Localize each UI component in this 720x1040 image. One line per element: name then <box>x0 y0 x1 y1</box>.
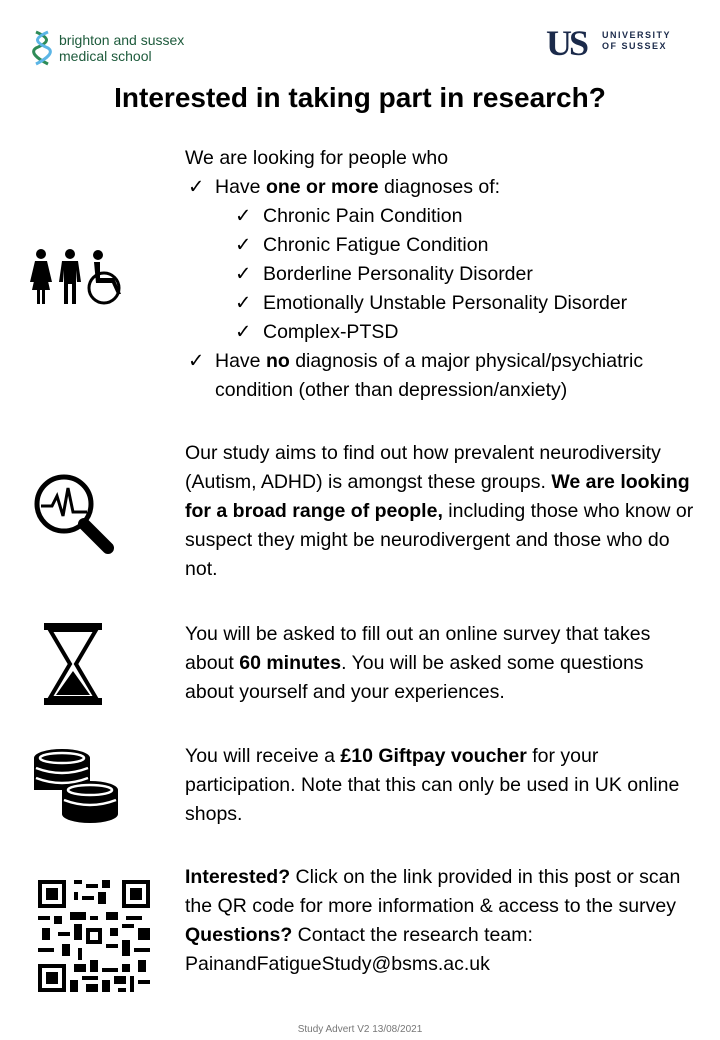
coins-icon <box>32 748 120 824</box>
check-icon: ✓ <box>235 321 252 343</box>
check-icon: ✓ <box>188 350 205 372</box>
check-icon: ✓ <box>235 234 252 256</box>
list-item: ✓ Emotionally Unstable Personality Disorder <box>233 289 705 318</box>
university-of-sussex-logo <box>546 23 686 63</box>
page-title: Interested in taking part in research? <box>114 82 606 113</box>
list-item: ✓ Chronic Fatigue Condition <box>233 231 705 260</box>
dna-icon <box>32 30 54 66</box>
us-logo-mark: US <box>546 23 587 63</box>
list-item: ✓ Have no diagnosis of a major physical/psychiatric condition (other than depression/anxiety) <box>185 347 705 405</box>
list-item: ✓ Chronic Pain Condition <box>233 202 705 231</box>
aims-paragraph: Our study aims to find out how prevalent neurodiversity (Autism, ADHD) is amongst these groups. We are looking for a broad range of people, including those who know or suspect they might be neurodivergent and those who do not. <box>185 442 694 580</box>
bsms-logo <box>32 30 202 66</box>
list-item: ✓ Complex-PTSD <box>233 318 705 347</box>
eligibility-list <box>185 173 705 405</box>
check-icon: ✓ <box>235 205 252 227</box>
contact-section <box>185 863 700 979</box>
bsms-logo-text: brighton and sussex medical school <box>59 32 185 64</box>
interested-paragraph: Interested? Click on the link provided in this post or scan the QR code for more information & access to the survey <box>185 866 681 917</box>
version-footer: Study Advert V2 13/08/2021 <box>297 1024 423 1035</box>
check-icon: ✓ <box>235 263 252 285</box>
people-icon <box>26 248 134 306</box>
contact-email[interactable]: PainandFatigueStudy@bsms.ac.uk <box>185 953 490 975</box>
list-item: ✓ Have one or more diagnoses of: ✓ Chronic Pain Condition ✓ Chronic Fatigue Condition ✓ Borderline Personality Disorder ✓ Emotionally Unstable Personality Disorder ✓ Complex-PTSD <box>185 173 705 347</box>
eligibility-intro: We are looking for people who <box>185 147 449 169</box>
us-logo-text: UNIVERSITY OF SUSSEX <box>602 30 672 51</box>
conditions-list <box>185 202 705 347</box>
survey-paragraph: You will be asked to fill out an online survey that takes about 60 minutes. You will be asked some questions about yourself and your experiences. <box>185 623 651 703</box>
list-item: ✓ Borderline Personality Disorder <box>233 260 705 289</box>
magnifier-icon <box>32 472 116 556</box>
check-icon: ✓ <box>235 292 252 314</box>
reward-paragraph: You will receive a £10 Giftpay voucher for your participation. Note that this can only be used in UK online shops. <box>185 745 680 825</box>
check-icon: ✓ <box>188 176 205 198</box>
qr-code-icon <box>38 880 150 992</box>
eligibility-section <box>185 144 705 405</box>
hourglass-icon <box>44 623 104 705</box>
questions-paragraph: Questions? Contact the research team: <box>185 924 533 946</box>
